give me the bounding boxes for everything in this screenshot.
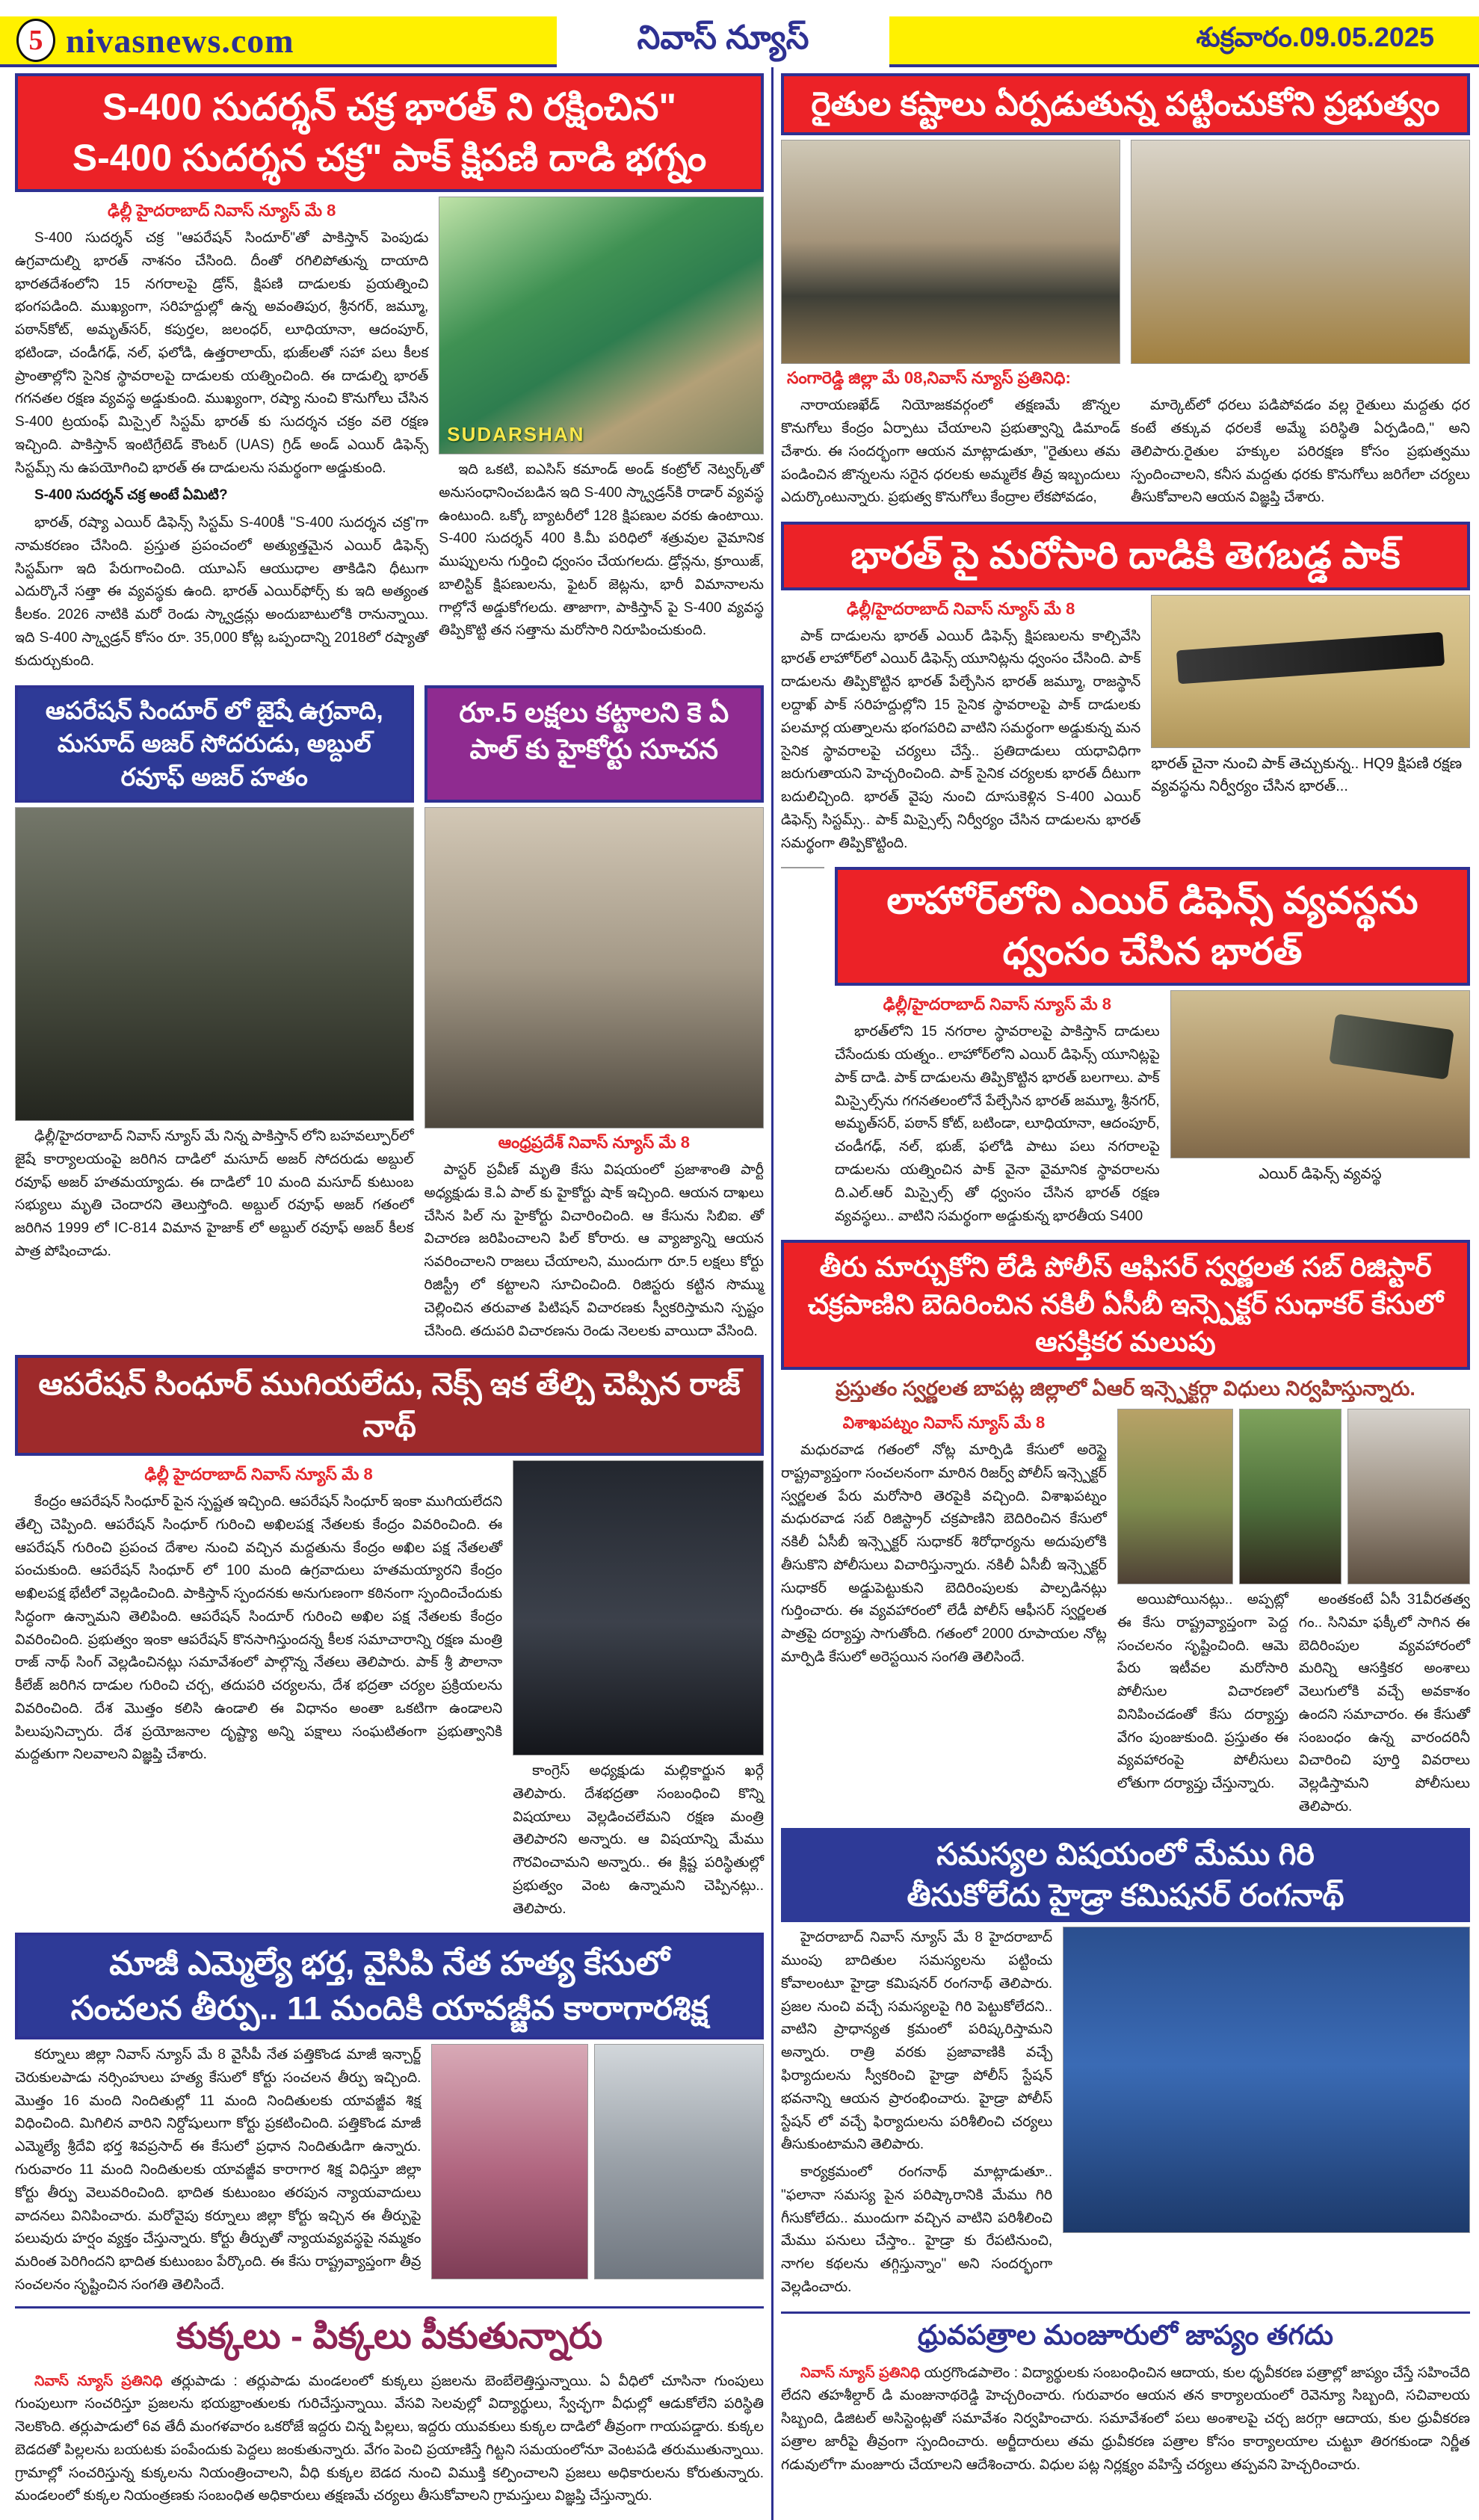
dateline: ఢిల్లీ హైదరాబాద్ నివాస్ న్యూస్ మే 8 [107, 201, 336, 220]
right-column [771, 67, 1479, 2520]
paragraph: S-400 సుదర్శన్ చక్ర "ఆపరేషన్ సిందూర్"తో పాకిస్తాన్ పెంపుడు ఉగ్రవాదుల్ని భారత్ నాశనం చేసింది. దీంతో రగిలిపోతున్న దాయాది భారతదేశంలోని 15 నగరాలపై డ్రోన్, క్షిపణి దాడులకు ప్రయత్నించి భంగపడింది. ముఖ్యంగా, సరిహద్దుల్లో ఉన్న అవంతిపుర, శ్రీనగర్, జమ్మూ, పఠాన్‌కోట్, అమృత్‌సర్, కపుర్తల, జలంధర్, లూధియానా, ఆదంపూర్, భటిండా, చండీగఢ్, నల్, ఫలోడి, ఉత్తరాలాయ్, భుజ్‌లతో సహా పలు కీలక ప్రాంతాల్లోని సైనిక స్థావరాలపై దాడులకు యత్నించింది. ఈ దాడుల్ని భారత్ గగనతల రక్షణ వ్యవస్థ అడ్డుకుంది. ముఖ్యంగా, రష్యా నుంచి కొనుగోలు చేసిన S-400 ట్రయంఫ్ మిస్సైల్ సిస్టమ్ భారత్ కు సుదర్శన చక్రం వలె రక్షణ ఇచ్చింది. పాకిస్తాన్ ఇంటిగ్రేటెడ్ కౌంటర్ (UAS) గ్రిడ్ అండ్ ఎయిర్ డిఫెన్స్ సిస్టమ్స్ ను ఉపయోగించి భారత్ ఈ దాడులను సమర్థంగా అడ్డుకుంది. [15, 230, 429, 476]
article-rajnath [15, 1460, 764, 1925]
headline-ranganath-line2: తీసుకోలేదు హైడ్రా కమిషనర్ రంగనాథ్ [907, 1878, 1344, 1913]
paragraph: కార్యక్రమంలో రంగనాథ్ మాట్లాడుతూ.. "ఫలానా సమస్య పైన పరిష్కారానికి మేము గిరి గీసుకోలేదు.. ముందుగా వచ్చిన వాటిని పరిశీలించి మేము పనులు చేస్తాం.. హైడ్రా కు రేపటినుంచి, నాగల కథలను తగ్గిస్తున్నాం" అని సందర్భంగా వెల్లడించారు. [781, 2164, 1053, 2295]
paragraph: తర్లుపాడు : తర్లుపాడు మండలంలో కుక్కలు ప్రజలను బెంబేలెత్తిస్తున్నాయి. ఏ వీధిలో చూసినా గుంపులు గుంపులుగా సంచరిస్తూ ప్రజలను భయభ్రాంతులకు గురిచేస్తున్నాయి. వేసవి సెలవుల్లో విద్యార్థులు, స్వేచ్ఛగా వీధుల్లో ఆడుకోలేని పరిస్థితి నెలకొంది. తర్లుపాడులో 6వ తేదీ మంగళవారం ఒకరోజే ఇద్దరు చిన్న పిల్లలు, ఇద్దరు యువకులు కుక్కల దాడిలో తీవ్రంగా గాయపడ్డారు. కుక్కల బెడదతో పిల్లలను బయటకు పంపేందుకు పెద్దలు జంకుతున్నారు. వేగం పెంచి ప్రయాణిస్తే గిట్టని సమయంలోనూ వెంటపడి తరుముతున్నాయి. గ్రామాల్లో సంచరిస్తున్న కుక్కలను నియంత్రించాలని, వీధి కుక్కల బెడద నుంచి విముక్తి కల్పించాలని ప్రజలు అధికారులను కోరుతున్నారు. మండలంలో కుక్కల నియంత్రణకు సంబంధిత అధికారులు తక్షణమే చర్యలు తీసుకోవాలని గ్రామస్తులు విజ్ఞప్తి చేస్తున్నారు. [15, 2373, 764, 2504]
paragraph: అయిపోయినట్లు.. అప్పట్లో ఈ కేసు రాష్ట్రవ్యాప్తంగా పెద్ద సంచలనం సృష్టించింది. ఆమె పేరు ఇటీవల మరోసారి పోలీసుల విచారణలో వినిపించడంతో కేసు దర్యాప్తు వేగం పుంజుకుంది. ప్రస్తుతం ఈ వ్యవహారంపై పోలీసులు లోతుగా దర్యాప్తు చేస్తున్నారు. [1117, 1592, 1288, 1792]
article-dogs-body [15, 2371, 764, 2509]
reporter-credit: నివాస్ న్యూస్ ప్రతినిధి [800, 2365, 924, 2381]
air-defense-wreckage-photo [1170, 990, 1470, 1158]
headline-ranganath [781, 1828, 1470, 1923]
article-swarna-col1 [781, 1409, 1107, 1823]
photo-overlay-text: SUDARSHAN [447, 423, 585, 445]
article-s400-col1 [15, 197, 428, 678]
question-subhead: S-400 సుదర్శన్ చక్ర అంటే ఏమిటి? [34, 487, 228, 504]
left-column [0, 67, 771, 2520]
photo-caption: ఎయిర్ డిఫెన్స్ వ్యవస్థ [1259, 1166, 1382, 1183]
page-number-badge: 5 [16, 19, 55, 62]
headline-dogs: కుక్కలు - పిక్కలు పీకుతున్నారు [176, 2316, 603, 2356]
headline-pak-attack: భారత్ పై మరోసారి దాడికి తెగబడ్డ పాక్ [781, 522, 1470, 590]
farm-officials-photo [1131, 140, 1470, 364]
headline-farmers: రైతుల కష్టాలు ఏర్పడుతున్న పట్టించుకోని ప్రభుత్వం [781, 73, 1470, 135]
headline-swarnalatha: తీరు మార్చుకోని లేడి పోలీస్ ఆఫిసర్ స్వర్ణలత సబ్ రిజిస్టార్ చక్రపాణిని బెదిరించిన నకిలీ ఏసీబీ ఇన్స్పెక్టర్ సుధాకర్ కేసులో ఆసక్తికర మలుపు [781, 1240, 1470, 1370]
headline-s400-line1: S-400 సుదర్శన్ చక్ర భారత్ ని రక్షించిన" [102, 86, 677, 128]
edition-date: శుక్రవారం.09.05.2025 [1196, 21, 1434, 52]
paragraph: పాక్ దాడులను భారత్ ఎయిర్ డిఫెన్స్ క్షిపణులను కాల్చివేసి భారత్ లాహోర్‌లో ఎయిర్ డిఫెన్స్ యూనిట్లను ధ్వంసం చేసింది. పాక్ దాడులను తిప్పికొట్టిన భారత్ పేల్చేసిన భారత్ జమ్మూ, రాజస్థాన్ లద్దాఖ్ పాక్ సరిహద్దుల్లోని 15 సైనిక స్థావరాలపై పాక్ దాడులకు పలమార్ల యత్నాలను భంగపరిచి వాటిని సమర్థంగా అడ్డుకున్న మన సైనిక స్థావరాలపై చర్యలు చేస్తే.. ప్రతిదాడులు యధావిధిగా జరుగుతాయని హెచ్చరించింది. పాక్ సైనిక చర్యలకు భారత్ దీటుగా బదులిచ్చింది. భారత్ వైపు నుంచి దూసుకెళ్లిన S-400 ఎయిర్ డిఫెన్స్ సిస్టమ్స్.. పాక్ మిస్సైల్స్ నిర్వీర్యం చేసిన దాడులను భారత్ సమర్థంగా తిప్పికొట్టింది. [781, 628, 1141, 851]
soldier-photo-strip [781, 867, 824, 868]
police-officer-photo [1117, 1409, 1233, 1584]
subheadline-swarnalatha: ప్రస్తుతం స్వర్ణలత బాపట్ల జిల్లాలో ఏఆర్ ఇన్స్పెక్టర్గా విధులు నిర్వహిస్తున్నారు. [836, 1377, 1415, 1400]
site-name[interactable]: nivasnews.com [66, 21, 294, 60]
reporter-credit: నివాస్ న్యూస్ ప్రతినిధి [34, 2373, 171, 2389]
dateline: ఢిల్లీ/హైదరాబాద్ నివాస్ న్యూస్ మే 8 [883, 995, 1112, 1014]
paragraph: అంతకంటే ఏసీ 31వీరతత్వ గం.. సినిమా ఫక్కీలో సాగిన ఈ బెదిరింపుల వ్యవహారంలో మరిన్ని ఆసక్తికర అంశాలు వెలుగులోకి వచ్చే అవకాశం ఉందని సమాచారం. ఈ కేసుతో సంబంధం ఉన్న వారందరినీ విచారించి పూర్తి వివరాలు వెల్లడిస్తామని పోలీసులు తెలిపారు. [1298, 1592, 1470, 1815]
s400-missile-launcher-photo [439, 197, 764, 454]
headline-row [15, 685, 764, 803]
article-mla-photos [431, 2044, 764, 2301]
woman-portrait-photo [431, 2044, 588, 2279]
paragraph: భారత్‌లోని 15 నగరాల స్థావరాలపై పాకిస్తాన్ దాడులు చేసేందుకు యత్నం.. లాహోర్‌లోని ఎయిర్ డిఫెన్స్ యూనిట్లపై పాక్ దాడి. పాక్ దాడులను తిప్పికొట్టిన భారత్ బలగాలు. పాక్ మిస్సైల్స్‌ను గగనతలంలోనే పేల్చేసిన భారత్ జమ్మూ, శ్రీనగర్, అమృత్‌సర్, పఠాన్ కోట్, బటిండా, లూధియానా, ఆదంపూర్, చండీగఢ్, నల్, భుజ్, ఫలోడి పాటు పలు నగరాలపై దాడులను యత్నించిన పాక్ వైనా వైమానిక స్థావరాలను ది.ఎల్.ఆర్ మిస్సైల్స్ తో ధ్వంసం చేసిన భారత్ రక్షణ వ్యవస్థలు.. వాటిని సమర్థంగా అడ్డుకున్న భారతీయ S400 [835, 1024, 1160, 1224]
section-divider [781, 2311, 1470, 2314]
militants-photo [15, 807, 414, 1121]
header-bar [0, 16, 1479, 67]
headline-lahore: లాహోర్‌లోని ఎయిర్ డిఫెన్స్ వ్యవస్థను ధ్వంసం చేసిన భారత్ [835, 867, 1470, 986]
swarna-continuation [1117, 1589, 1470, 1823]
farmers-photos [781, 140, 1470, 364]
headline-s400-line2: S-400 సుదర్శన చక్ర" పాక్ క్షిపణి దాడి భగ్నం [72, 136, 707, 179]
lahore-block [781, 867, 1470, 1232]
article-pak-attack [781, 595, 1470, 860]
article-lahore-col2 [1170, 990, 1470, 1232]
headline-kapaul: రూ.5 లక్షలు కట్టాలని కె ఏ పాల్ కు హైకోర్టు సూచన [424, 685, 765, 803]
headline-mla-case [15, 1933, 764, 2039]
missile-debris-photo [1151, 595, 1470, 748]
headline-s400 [15, 73, 764, 192]
article-lahore [835, 990, 1470, 1232]
ka-paul-photo [424, 807, 764, 1128]
article-jaish [15, 807, 414, 1347]
article-mla [15, 2044, 764, 2301]
paragraph: హైదరాబాద్ నివాస్ న్యూస్ మే 8 హైదరాబాద్ ముంపు బాదితుల సమస్యలను పట్టించు కోవాలంటూ హైడ్రా కమిషనర్ రంగనాథ్ తెలిపారు. ప్రజల నుంచి వచ్చే సమస్యలపై గిరి పెట్టుకోలేదని.. వాటిని ప్రాధాన్యత క్రమంలో పరిష్కరిస్తామని అన్నారు. రాత్రి వరకు ప్రజావాణికి వచ్చే ఫిర్యాదులను స్వీకరించి హైడ్రా పోలీస్ స్టేషన్ భవనాన్ని ఆయన ప్రారంభించారు. హైడ్రా పోలీస్ స్టేషన్ లో వచ్చే ఫిర్యాదులను పరిశీలించి చర్యలు తీసుకుంటామని తెలిపారు. [781, 1930, 1053, 2153]
article-pak-col1 [781, 595, 1140, 860]
headline-mla-line2: సంచలన తీర్పు.. 11 మందికి యావజ్జీవ కారాగారశిక్ష [70, 1989, 708, 2027]
article-s400 [15, 197, 764, 678]
lahore-main [835, 867, 1470, 1232]
article-ranganath-col2 [1063, 1927, 1470, 2303]
swarna-photos [1117, 1409, 1470, 1584]
photo-caption: భారత్ చైనా నుంచి పాక్ తెచ్చుకున్న.. HQ9 క్షిపణి రక్షణ వ్యవస్థను నిర్వీర్యం చేసిన భారత్... [1151, 755, 1463, 794]
headline-mla-line1: మాజీ ఎమ్మెల్యే భర్త, వైసిపి నేత హత్య కేసులో [109, 1945, 670, 1983]
article-rajnath-col2 [513, 1460, 764, 1925]
ranganath-speech-photo [1063, 1927, 1470, 2233]
woman-photo [1239, 1409, 1341, 1584]
article-kapaul [424, 807, 764, 1347]
article-swarna-col2 [1117, 1409, 1470, 1823]
paragraph: కర్నూలు జిల్లా నివాస్ న్యూస్ మే 8 వైసీపీ నేత పత్తికొండ మాజీ ఇన్చార్జ్ చెరుకులపాడు నర్సింహులు హత్య కేసులో కోర్టు సంచలన తీర్పు ఇచ్చింది. మొత్తం 16 మంది నిందితుల్లో 11 మంది నిందితులకు యావజ్జీవ శిక్ష విధించింది. మిగిలిన వారిని నిర్దోషులుగా కోర్టు ప్రకటించింది. పత్తికొండ మాజీ ఎమ్మెల్యే శ్రీదేవి భర్త శివప్రసాద్ ఈ కేసులో ప్రధాన నిందితుడిగా ఉన్నారు. గురువారం 11 మంది నిందితులకు యావజ్జీవ కారాగార శిక్ష విధిస్తూ జిల్లా కోర్టు తీర్పు వెలువరించింది. భాదిత కుటుంబం తరపున న్యాయవాదులు వాదనలు వినిపించారు. మరోవైపు కర్నూలు జిల్లా కోర్టు ఇచ్చిన ఈ తీర్పుపై పలువురు హర్షం వ్యక్తం చేస్తున్నారు. కోర్టు తీర్పుతో న్యాయవ్యవస్థపై నమ్మకం మరింత పెరిగిందని భాదిత కుటుంబం పేర్కొంది. ఈ కేసు రాష్ట్రవ్యాప్తంగా తీవ్ర సంచలనం సృష్టించిన సంగతి తెలిసిందే. [15, 2047, 422, 2293]
article-s400-col2 [439, 197, 764, 678]
paragraph: పాస్టర్ ప్రవీణ్ మృతి కేసు విషయంలో ప్రజాశాంతి పార్టీ అధ్యక్షుడు కె.ఏ పాల్ కు హైకోర్టు షాక్ ఇచ్చింది. ఆయన దాఖలు చేసిన పిల్ ను హైకోర్టు విచారించింది. ఆ కేసును సిబిఐ. తో విచారణ జరిపించాలని పిల్ కోరారు. ఆ వ్యాజ్యాన్ని ఆయన సవరించాలని రాజలు చేయాలని, ముందుగా రూ.5 లక్షలు కోర్టు రిజిస్ట్రీ లో కట్టాలని సూచించింది. రిజిస్టరు కట్టిన సొమ్ము చెల్లించిన తరువాత పిటిషన్ విచారణకు స్వీకరిస్తామని స్పష్టం చేసింది. తదుపరి విచారణను రెండు నెలలకు వాయిదా వేసింది. [424, 1162, 764, 1339]
article-ranganath [781, 1927, 1470, 2303]
paragraph: కేంద్రం ఆపరేషన్ సింధూర్ పైన స్పష్టత ఇచ్చింది. ఆపరేషన్ సింధూర్ ఇంకా ముగియలేదని తేల్చి చెప్పింది. ఆపరేషన్ సింధూర్ గురించి అఖిలపక్ష నేతలకు కేంద్రం వివరించింది. ఈ ఆపరేషన్ గురించి ప్రపంచ దేశాల నుంచి వచ్చిన మద్దతును కేంద్రం అఖిల పక్ష నేతలతో పంచుకుంది. ఆపరేషన్ సింధూర్ లో 100 మంది ఉగ్రవాదులు హతమయ్యారని కేంద్రం అఖిలపక్ష భేటీలో వెల్లడించింది. పాకిస్తాన్ స్పందనకు అనుగుణంగా కఠినంగా స్పందించేందుకు సిద్ధంగా ఉన్నామని తెలిపింది. ఆపరేషన్ సిందూర్ గురించి అఖిల పక్ష నేతలకు కేంద్రం వివరించింది. ప్రభుత్వం ఇంకా ఆపరేషన్ కొనసాగిస్తుందన్న కీలక సమాచారాన్ని రక్షణ మంత్రి రాజ్ నాథ్ సింగ్ వెల్లడించినట్లు సమావేశంలో పాల్గొన్న నేతలు తెలిపారు. పాక్ శ్రీ పౌలానా కీలేజ్ జరిగిన దాడుల గురించి చర్చ, తదుపరి చర్యలను, దేశ భద్రతా చర్యల ప్రక్రియలను వివరించింది. దేశ మొత్తం కలిసి ఉండాలి ఈ విధానం అంతా ఒకటిగా ఉండాలని పిలుపునిచ్చారు. దేశ ప్రయోజనాల దృష్ట్యా అన్ని పక్షాలు సంఘటితంగా ప్రభుత్వానికి మద్దతుగా నిలవాలని విజ్ఞప్తి చేశారు. [15, 1494, 503, 1763]
paragraph: నారాయణఖేడ్ నియోజకవర్గంలో తక్షణమే జొన్నల కొనుగోలు కేంద్రం ఏర్పాటు చేయాలని ప్రభుత్వాన్ని డిమాండ్ చేశారు. ఈ సందర్భంగా ఆయన మాట్లాడుతూ, "రైతులు తమ పండించిన జొన్నలను సరైన ధరలకు అమ్మలేక తీవ్ర ఇబ్బందులు ఎదుర్కొంటున్నారు. ప్రభుత్వ కొనుగోలు కేంద్రాల లేకపోవడం, [781, 398, 1120, 506]
paragraph: కాంగ్రెస్ అధ్యక్షుడు మల్లికార్జున ఖర్గే తెలిపారు. దేశభద్రతా సంబంధించి కొన్ని విషయాలు వెల్లడించలేమని రక్షణ మంత్రి తెలిపారని అన్నారు. ఆ విషయాన్ని మేము గౌరవించామని అన్నారు.. ఈ క్లిష్ట పరిస్థితుల్లో ప్రభుత్వం వెంట ఉన్నామని చెప్పినట్లు.. తెలిపారు. [513, 1763, 764, 1917]
article-farmers [781, 395, 1470, 514]
dateline: ఢిల్లీ హైదరాబాద్ నివాస్ న్యూస్ మే 8 [144, 1465, 373, 1483]
paragraph: ఇది ఒకటి, ఐఎసిస్ కమాండ్ అండ్ కంట్రోల్ నెట్వర్క్‌తో అనుసంధానించబడిన ఇది S-400 స్క్వాడ్రన్‌కి రాడార్ వ్యవస్థ ఉంటుంది. ఒక్కో బ్యాటరీలో 128 క్షిపణుల వరకు ఉంటాయి. S-400 సుదర్శన్ 400 కి.మీ పరిధిలో శత్రువుల వైమానిక ముప్పులను గుర్తించి ధ్వంసం చేయగలదు. డ్రోన్లను, క్రూయిజ్, బాలిస్టిక్ క్షిపణులను, ఫైటర్ జెట్లను, భారీ విమానాలను గాల్లోనే అడ్డుకోగలదు. తాజాగా, పాకిస్తాన్ పై S-400 వ్యవస్థ తిప్పికొట్టి తన సత్తాను మరోసారి నిరూపించుకుంది. [439, 462, 764, 639]
paragraph: యర్రగొండపాలెం : విద్యార్థులకు సంబంధించిన ఆదాయ, కుల ధృవీకరణ పత్రాల్లో జాప్యం చేస్తే సహించేది లేదని తహశీల్దార్ డి మంజునాథరెడ్డి హెచ్చరించారు. గురువారం ఆయన తన కార్యాలయంలో రెవెన్యూ సిబ్బంది, సచివాలయ సిబ్బంది, డిజిటల్ అసిస్టెంట్లతో సమావేశం నిర్వహించారు. సమావేశంలో పలు అంశాలపై చర్చ జరగ్గా ఆదాయ, కుల ధ్రువీకరణ పత్రాల జారీపై తీవ్రంగా స్పందించారు. అర్జీదారులు తమ ధ్రువీకరణ పత్రాల కోసం కార్యాలయాల చుట్టూ తిరగకుండా నిర్ణీత గడువులోగా మంజూరు చేయాలని ఆదేశించారు. విధుల పట్ల నిర్లక్ష్యం వహిస్తే చర్యలు తప్పవని హెచ్చరించారు. [781, 2365, 1470, 2473]
article-row-jaish-kapaul [15, 807, 764, 1347]
headline-jaish: ఆపరేషన్ సిందూర్ లో జైషే ఉగ్రవాది, మసూద్ అజర్ సోదరుడు, అబ్దుల్ రవూఫ్ అజర్ హతం [15, 685, 414, 803]
paragraph: మార్కెట్‌లో ధరలు పడిపోవడం వల్ల రైతులు మద్దతు ధర కంటే తక్కువ ధరలకే అమ్మే పరిస్థితి ఏర్పడింది," అని తెలిపారు.రైతుల హక్కుల పరిరక్షణ కోసం ప్రభుత్వము స్పందించాలని, కనీస మద్దతు ధరకు కొనుగోలు జరిగేలా చర్యలు తీసుకోవాలని ఆయన విజ్ఞప్తి చేశారు. [1131, 398, 1470, 506]
poster-photo [1347, 1409, 1470, 1584]
article-swarnalatha [781, 1409, 1470, 1823]
dateline: ఆంధ్రప్రదేశ్ నివాస్ న్యూస్ మే 8 [498, 1133, 690, 1152]
article-ranganath-col1 [781, 1927, 1052, 2303]
paragraph: ఢిల్లీ/హైదరాబాద్ నివాస్ న్యూస్ మే నిన్న పాకిస్తాన్ లోని బహవల్పూర్‌లో జైషే కార్యాలయంపై జరిగిన దాడిలో మసూద్ అజర్ సోదరుడు అబ్దుల్ రవూఫ్ అజర్ హతమయ్యాడు. ఈ దాడిలో 10 మంది మసూద్ కుటుంబ సభ్యులు మృతి చెందారని తెలుస్తోంది. అబ్దుల్ రవూఫ్ అజర్ గతంలో జరిగిన 1999 లో IC-814 విమాన హైజాక్ లో అబ్దుల్ రవూఫ్ అజర్ కీలక పాత్ర పోషించాడు. [15, 1128, 414, 1260]
article-lahore-col1 [835, 990, 1160, 1232]
dateline: సంగారెడ్డి జిల్లా మే 08,నివాస్ న్యూస్ ప్రతినిధి: [787, 368, 1071, 388]
headline-rajnath: ఆపరేషన్ సింధూర్ ముగియలేదు, నెక్స్ ఇక తేల్చి చెప్పిన రాజ్ నాథ్ [15, 1355, 764, 1456]
paragraph: భారత్, రష్యా ఎయిర్ డిఫెన్స్ సిస్టమ్ S-400కీ "S-400 సుదర్శన చక్ర"గా నామకరణం చేసింది. ప్రస్తుత ప్రపంచంలో అత్యుత్తమైన ఎయిర్ డిఫెన్స్ సిస్టమ్‌గా ఇది పేరుగాంచింది. యూఎస్ ఆయుధాల తాకిడిని ధీటుగా ఎదుర్కొనే సత్తా ఈ వ్యవస్థకు ఉంది. భారత్ ఎయిర్‌ఫోర్స్ కు ఇది అత్యంత కీలకం. 2026 నాటికి మరో రెండు స్క్వాడ్రన్లు అందుబాటులోకి రానున్నాయి. ఇది S-400 స్క్వాడ్రన్ కోసం రూ. 35,000 కోట్ల ఒప్పందాన్ని 2018లో రష్యాతో కుదుర్చుకుంది. [15, 515, 429, 669]
article-pak-col2 [1151, 595, 1470, 860]
article-mla-col1 [15, 2044, 421, 2301]
farm-tarps-photo [781, 140, 1120, 364]
headline-certificates: ధ్రువపత్రాల మంజూరులో జాప్యం తగదు [917, 2319, 1334, 2350]
masthead-title: నివాస్ న్యూస్ [557, 16, 889, 67]
crowd-photo [594, 2044, 764, 2279]
dateline: ఢిల్లీ/హైదరాబాద్ నివాస్ న్యూస్ మే 8 [846, 599, 1075, 618]
article-rajnath-col1 [15, 1460, 502, 1925]
paragraph: మధురవాడ గతంలో నోట్ల మార్పిడి కేసులో అరెస్టై రాష్ట్రవ్యాప్తంగా సంచలనంగా మారిన రిజర్వ్ పోలీస్ ఇన్స్పెక్టర్ స్వర్ణలత పేరు మరోసారి తెరపైకి వచ్చింది. విశాఖపట్నం మధురవాడ సబ్ రిజిస్ట్రార్ చక్రపాణిని బెదిరించిన కేసులో నకిలీ ఏసీబీ ఇన్స్పెక్టర్ సుధాకర్ శిరోధార్యను అదుపులోకి తీసుకొని పోలీసులు విచారిస్తున్నారు. నకిలీ ఏసీబీ ఇన్స్పెక్టర్ సుధాకర్ అడ్డుపెట్టుకుని బెదిరింపులకు పాల్పడినట్లు గుర్తించారు. ఈ వ్యవహారంలో లేడీ పోలీస్ ఆఫీసర్ స్వర్ణలత పాత్రపై దర్యాప్తు సాగుతోంది. గతంలో 2000 రూపాయల నోట్ల మార్పిడి కేసులో అరెస్టయిన సంగతి తెలిసిందే. [781, 1442, 1107, 1665]
dateline: విశాఖపట్నం నివాస్ న్యూస్ మే 8 [842, 1413, 1046, 1433]
article-certificates-body [781, 2362, 1470, 2477]
headline-ranganath-line1: సమస్యల విషయంలో మేము గిరి [936, 1836, 1315, 1871]
section-divider [15, 2306, 764, 2309]
rajnath-singh-photo [513, 1460, 764, 1755]
